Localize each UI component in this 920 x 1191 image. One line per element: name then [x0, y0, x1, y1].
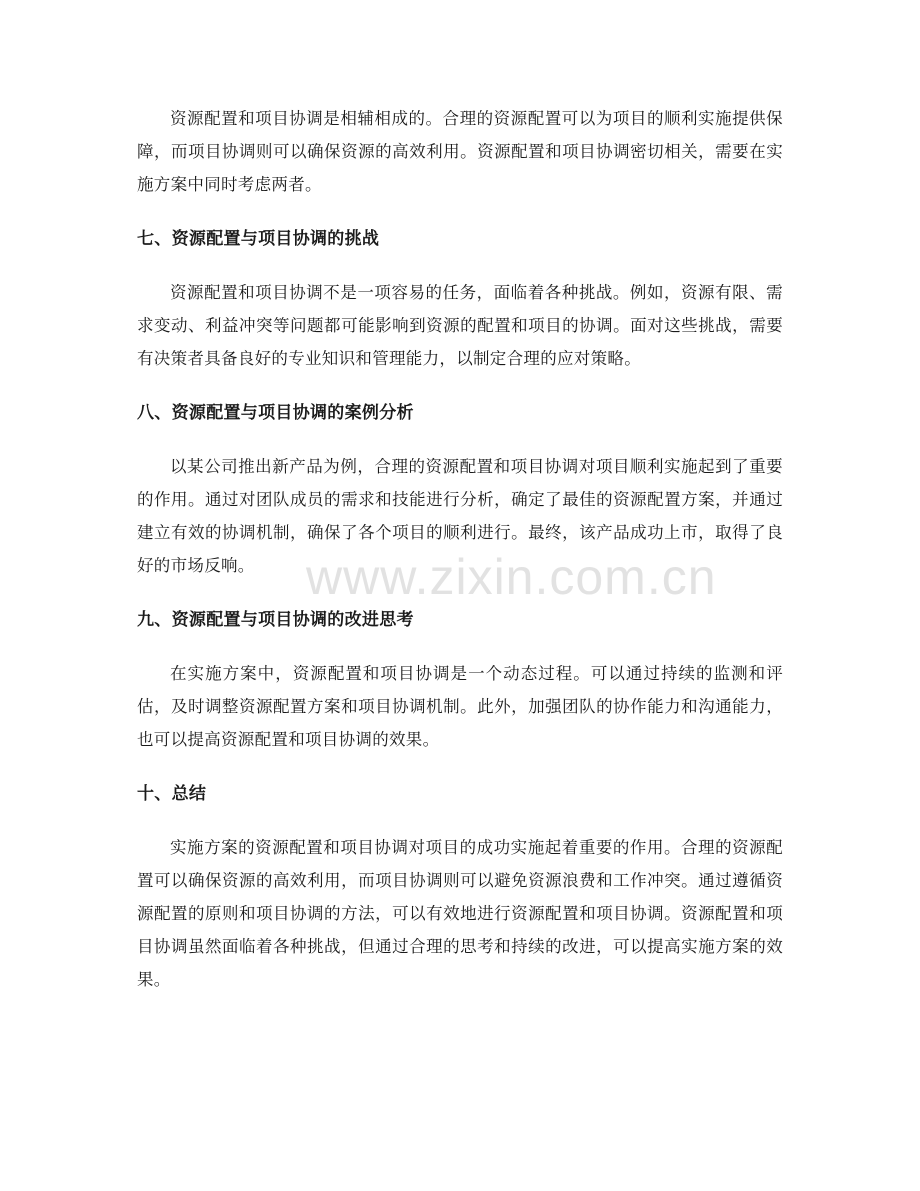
- paragraph-section-10: 实施方案的资源配置和项目协调对项目的成功实施起着重要的作用。合理的资源配置可以确保资源的高效利用，而项目协调则可以避免资源浪费和工作冲突。通过遵循资源配置的原则和项目协调的方法，可以有效地进行资源配置和项目协调。资源配置和项目协调虽然面临着各种挑战，但通过合理的思考和持续的改进，可以提高实施方案的效果。: [137, 838, 783, 989]
- heading-section-9: 九、资源配置与项目协调的改进思考: [137, 610, 414, 630]
- paragraph-section-7: 资源配置和项目协调不是一项容易的任务，面临着各种挑战。例如，资源有限、需求变动、利益冲突等问题都可能影响到资源的配置和项目的协调。面对这些挑战，需要有决策者具备良好的专业知识和管理能力，以制定合理的应对策略。: [137, 283, 783, 368]
- paragraph-section-8: 以某公司推出新产品为例，合理的资源配置和项目协调对项目顺利实施起到了重要的作用。通过对团队成员的需求和技能进行分析，确定了最佳的资源配置方案，并通过建立有效的协调机制，确保了各个项目的顺利进行。最终，该产品成功上市，取得了良好的市场反响。: [137, 457, 783, 575]
- heading-section-8: 八、资源配置与项目协调的案例分析: [137, 403, 414, 423]
- paragraph-intro: 资源配置和项目协调是相辅相成的。合理的资源配置可以为项目的顺利实施提供保障，而项目协调则可以确保资源的高效利用。资源配置和项目协调密切相关，需要在实施方案中同时考虑两者。: [137, 109, 783, 194]
- heading-section-7: 七、资源配置与项目协调的挑战: [137, 229, 380, 249]
- document-body: [137, 102, 783, 996]
- heading-section-10: 十、总结: [137, 784, 207, 804]
- watermark-text: www.zixin.com.cn: [306, 549, 717, 605]
- paragraph-section-9: 在实施方案中，资源配置和项目协调是一个动态过程。可以通过持续的监测和评估，及时调整资源配置方案和项目协调机制。此外，加强团队的协作能力和沟通能力，也可以提高资源配置和项目协调的效果。: [137, 664, 783, 749]
